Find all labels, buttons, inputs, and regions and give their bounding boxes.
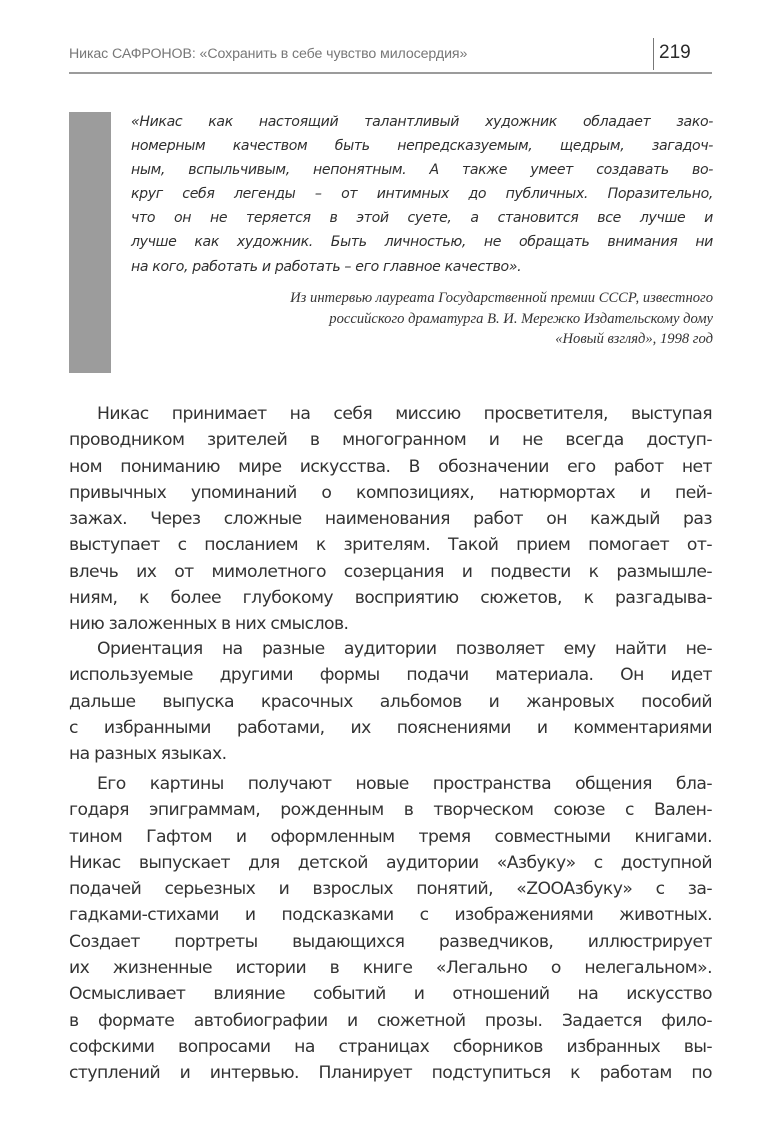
- paragraph-line: ном пониманию мире искусства. В обозначении его работ нет: [69, 456, 712, 477]
- paragraph-line: в формате автобиографии и сюжетной прозы. Задается фило-: [69, 1010, 712, 1031]
- epigraph-quote-line: что он не теряется в этой суете, а становится все лучше и: [131, 210, 713, 227]
- epigraph-bar: [69, 112, 111, 373]
- paragraph-line: ступлений и интервью. Планирует подступиться к работам по: [69, 1063, 712, 1084]
- paragraph-line: проводником зрителей в многогранном и не всегда доступ-: [69, 430, 712, 451]
- paragraph-line: дальше выпуска красочных альбомов и жанровых пособий: [69, 691, 712, 712]
- paragraph-line: Ориентация на разные аудитории позволяет ему найти не-: [97, 639, 712, 659]
- epigraph-source-line: «Новый взгляд», 1998 год: [555, 331, 713, 347]
- epigraph-quote-line: лучше как художник. Быть личностью, не обращать внимания ни: [131, 234, 713, 251]
- epigraph-quote-line: «Никас как настоящий талантливый художник обладает зако-: [131, 114, 713, 130]
- epigraph-quote-line: круг себя легенды – от интимных до публичных. Поразительно,: [131, 186, 713, 203]
- paragraph-line: их жизненные истории в книге «Легально о нелегальном».: [69, 958, 712, 979]
- epigraph-source-line: Из интервью лауреата Государственной премии СССР, известного: [290, 290, 713, 306]
- page-number-divider: [653, 38, 654, 70]
- paragraph-line: гадками-стихами и подсказками с изображениями животных.: [69, 905, 712, 926]
- paragraph-line: выступает с посланием к зрителям. Такой прием помогает от-: [69, 535, 712, 556]
- epigraph-source: [160, 288, 713, 350]
- paragraph-line: софскими вопросами на страницах сборников избранных вы-: [69, 1036, 712, 1057]
- paragraph-line: используемые другими формы подачи материала. Он идет: [69, 665, 712, 686]
- paragraph-line: подачей серьезных и взрослых понятий, «ZOOАзбуку» с за-: [69, 879, 712, 900]
- paragraph-line: Осмысливает влияние событий и отношений на искусство: [69, 984, 712, 1005]
- paragraph-line: ниям, к более глубокому восприятию сюжетов, к разгадыва-: [69, 588, 712, 609]
- paragraph-line: влечь их от мимолетного созерцания и подвести к размышле-: [69, 561, 712, 582]
- epigraph-quote-line: ным, вспыльчивым, непонятным. А также умеет создавать во-: [131, 162, 713, 179]
- epigraph-source-line: российского драматурга В. И. Мережко Издательскому дому: [329, 310, 713, 327]
- paragraph-line: нию заложенных в них смыслов.: [69, 614, 349, 635]
- paragraph-line: Его картины получают новые пространства общения бла-: [97, 774, 712, 794]
- paragraph: [69, 401, 712, 638]
- epigraph-quote-line: на кого, работать и работать – его главное качество».: [131, 258, 522, 275]
- epigraph-quote: [131, 110, 713, 279]
- paragraph-line: Никас принимает на себя миссию просветителя, выступая: [97, 404, 712, 424]
- running-title: Никас САФРОНОВ: «Сохранить в себе чувство милосердия»: [69, 46, 468, 62]
- paragraph-line: Никас выпускает для детской аудитории «Азбуку» с доступной: [69, 852, 712, 873]
- running-header: [69, 38, 712, 74]
- paragraph-line: зажах. Через сложные наименования работ он каждый раз: [69, 509, 712, 530]
- paragraph-line: привычных упоминаний о композициях, натюрмортах и пей-: [69, 482, 712, 503]
- paragraph: [69, 771, 712, 1087]
- paragraph-line: Создает портреты выдающихся разведчиков, иллюстрирует: [69, 931, 712, 952]
- paragraph-line: на разных языках.: [69, 744, 227, 765]
- paragraph-line: с избранными работами, их пояснениями и комментариями: [69, 717, 712, 738]
- paragraph-line: тином Гафтом и оформленным тремя совместными книгами.: [69, 826, 712, 847]
- epigraph-quote-line: номерным качеством быть непредсказуемым, щедрым, загадоч-: [131, 138, 713, 155]
- paragraph: [69, 636, 712, 767]
- page-number: 219: [659, 42, 691, 63]
- paragraph-line: годаря эпиграммам, рожденным в творческом союзе с Вален-: [69, 800, 712, 821]
